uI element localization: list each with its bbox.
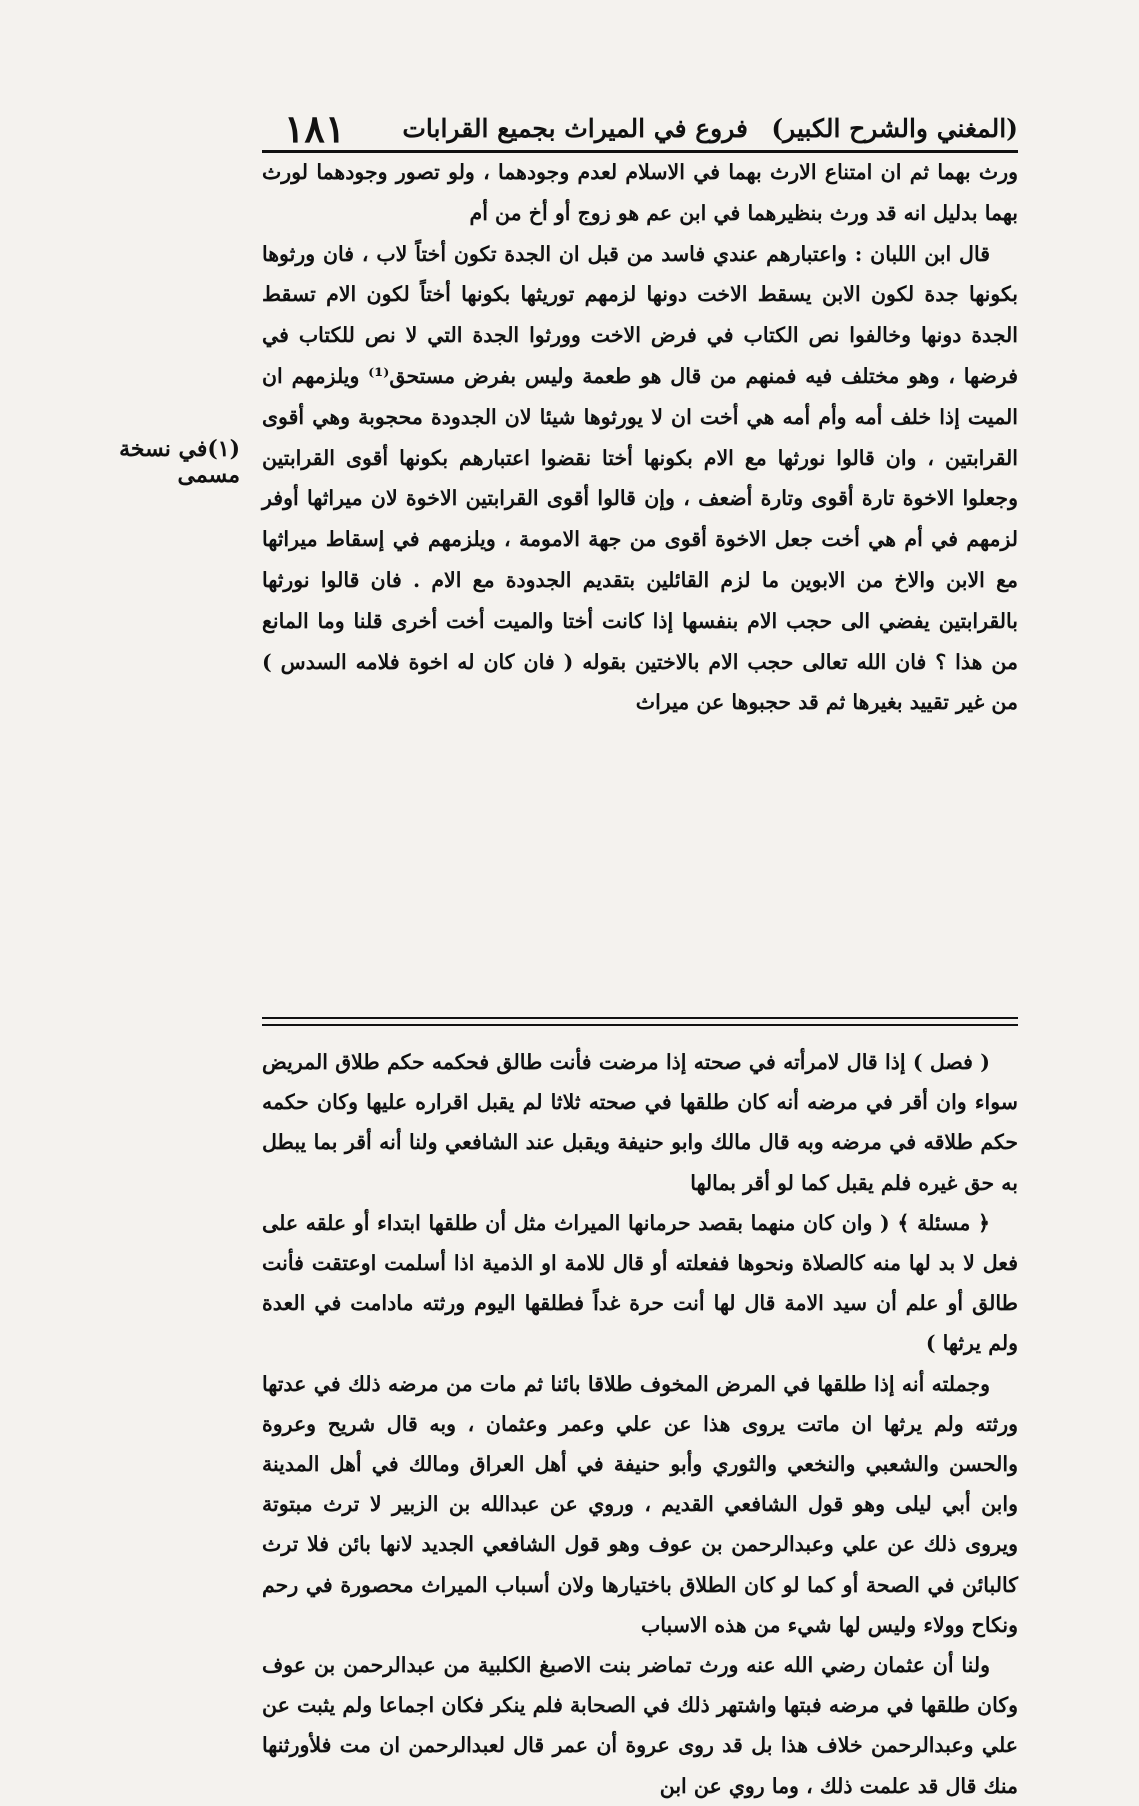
- commentary-paragraph-2: ﴿ مسئلة ﴾ ( وان كان منهما بقصد حرمانها الميراث مثل أن طلقها ابتداء أو علقه على فعل لا بد لها منه كالصلاة ونحوها ففعلته أو قال للامة او الذمية اذا أسلمت اوعتقت فأنت طالق أو علم أن سيد الامة قال لها أنت حرة غداً فطلقها اليوم ورثته مادامت في العدة ولم يرثها ): [262, 1210, 1018, 1356]
- page-number: ١٨١: [284, 106, 346, 151]
- margin-footnote: (١)في نسخة مسمى: [119, 436, 240, 488]
- main-paragraph-1: ورث بهما ثم ان امتناع الارث بهما في الاسلام لعدم وجودهما ، ولو تصور وجودهما لورث بهما بدليل انه قد ورث بنظيرهما في ابن عم هو زوج أو أخ من أم: [262, 160, 1018, 225]
- section-title: فروع في الميراث بجميع القرابات: [402, 114, 748, 143]
- main-text: [262, 152, 1018, 723]
- main-paragraph-2: قال ابن اللبان : واعتبارهم عندي فاسد من قبل ان الجدة تكون أختاً لاب ، فان ورثوها بكونها جدة لكون الابن يسقط الاخت دونها لزمهم توريثها بكونها أختاً لكون الام تسقط الجدة دونها وخالفوا نص الكتاب في فرض الاخت وورثوا الجدة التي لا نص للكتاب في فرضها ، وهو مختلف فيه فمنهم من قال هو طعمة وليس بفرض مستحق⁽¹⁾ ويلزمهم ان الميت إذا خلف أمه وأم أمه هي أخت ان لا يورثوها شيئا لان الجدودة محجوبة وهي أقوى القرابتين ، وان قالوا نورثها مع الام بكونها أختا نقضوا اعتبارهم بكونها أقوى القرابتين وجعلوا الاخوة تارة أقوى وتارة أضعف ، وإن قالوا أقوى القرابتين الاخوة لان ميراثها أوفر لزمهم في أم هي أخت جعل الاخوة أقوى من جهة الامومة ، ويلزمهم في إسقاط ميراثها مع الابن والاخ من الابوين ما لزم القائلين بتقديم الجدودة مع الام . فان قالوا نورثها بالقرابتين يفضي الى حجب الام بنفسها إذا كانت أختا والميت أخت أخرى قلنا وما المانع من هذا ؟ فان الله تعالى حجب الام بالاختين بقوله ( فان كان له اخوة فلامه السدس ) من غير تقييد بغيرها ثم قد حجبوها عن ميراث: [262, 241, 1018, 715]
- commentary-text: [262, 1042, 1018, 1806]
- book-title: (المغني والشرح الكبير): [771, 114, 1018, 143]
- commentary-paragraph-4: ولنا أن عثمان رضي الله عنه ورث تماضر بنت الاصبغ الكلبية من عبدالرحمن بن عوف وكان طلقها في مرضه فبتها واشتهر ذلك في الصحابة فلم ينكر فكان اجماعا ولم يثبت عن علي وعبدالرحمن خلاف هذا بل قد روى عروة أن عمر قال لعبدالرحمن ان مت فلأورثنها منك قال قد علمت ذلك ، وما روي عن ابن: [262, 1653, 1018, 1798]
- page-header: [262, 108, 1018, 152]
- section-divider: [262, 1017, 1018, 1026]
- commentary-paragraph-3: وجملته أنه إذا طلقها في المرض المخوف طلاقا بائنا ثم مات من مرضه ذلك في عدتها ورثته ولم يرثها ان ماتت يروى هذا عن علي وعمر وعثمان ، وبه قال شريح وعروة والحسن والشعبي والنخعي والثوري وأبو حنيفة في أهل العراق ومالك في أهل المدينة وابن أبي ليلى وهو قول الشافعي القديم ، وروي عن عبدالله بن الزبير لا ترث مبتوتة ويروى ذلك عن علي وعبدالرحمن بن عوف وهو قول الشافعي الجديد لانها بائن فلا ترث كالبائن في الصحة أو كما لو كان الطلاق باختيارها ولان أسباب الميراث محصورة في رحم ونكاح وولاء وليس لها شيء من هذه الاسباب: [262, 1371, 1018, 1637]
- commentary-paragraph-1: ( فصل ) إذا قال لامرأته في صحته إذا مرضت فأنت طالق فحكمه حكم طلاق المريض سواء وان أقر في مرضه أنه كان طلقها في صحته ثلاثا لم يقبل اقراره عليها وكان حكمه حكم طلاقه في مرضه وبه قال مالك وابو حنيفة ويقبل عند الشافعي ولنا أنه أقر بما يبطل به حق غيره فلم يقبل كما لو أقر بمالها: [262, 1050, 1018, 1195]
